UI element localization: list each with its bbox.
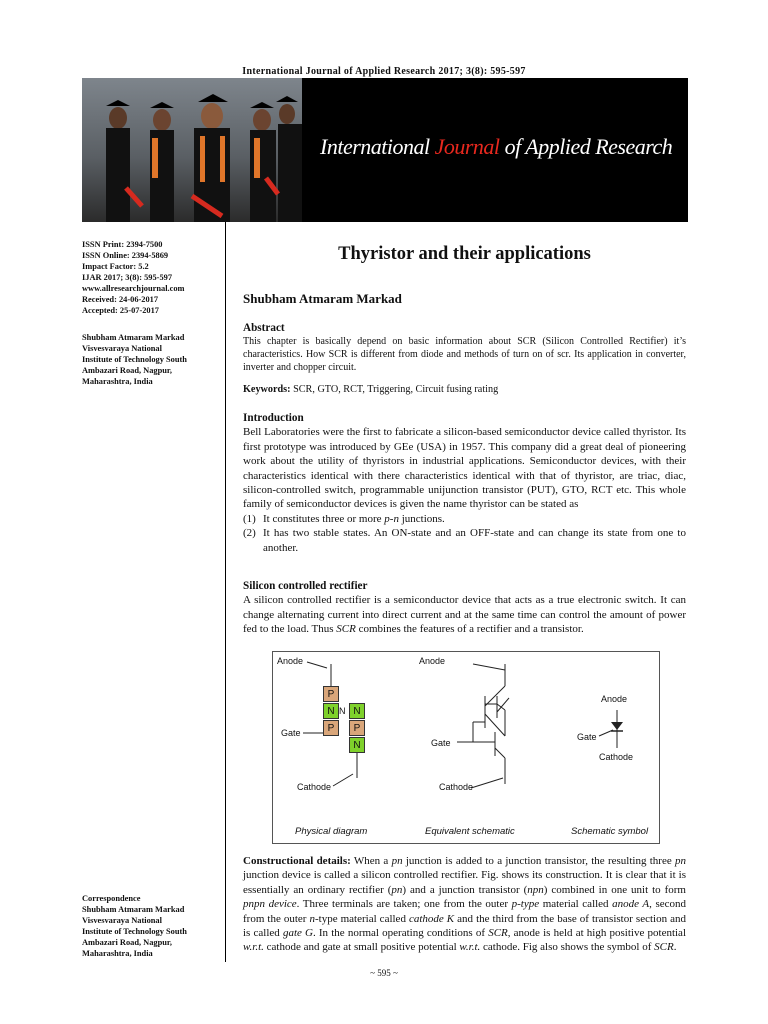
publication-meta xyxy=(82,239,222,316)
impact-factor: Impact Factor: 5.2 xyxy=(82,262,149,271)
author-affiliation: Shubham Atmaram Markad Visvesvaraya National Institute of Technology South Ambazari Road, Nagpur, Maharashtra, India xyxy=(82,333,187,386)
symbol-gate-label: Gate xyxy=(577,732,597,742)
column-divider xyxy=(225,222,226,962)
article-title: Thyristor and their applications xyxy=(338,244,591,264)
abstract-heading: Abstract xyxy=(243,322,285,334)
correspondence-block: Correspondence Shubham Atmaram Markad Visvesvaraya National Institute of Technology South Ambazari Road, Nagpur, Maharashtra, India xyxy=(82,894,187,958)
scr-text: A silicon controlled rectifier is a semiconductor device that acts as a true electronic switch. It can change alternating current into direct current and at the same time can control the amount of power fed to the load. Thus SCR combines the features of a rectifier and a transistor. xyxy=(243,594,686,636)
introduction-section xyxy=(243,411,686,555)
equivalent-caption: Equivalent schematic xyxy=(425,826,515,837)
abstract-text: This chapter is basically depend on basic information about SCR (Silicon Controlled Rectifier) it’s characteristics. How SCR is different from diode and methods of turn on of scr. Its application in converter, inverter and chopper circuit. xyxy=(243,336,686,374)
received-date: Received: 24-06-2017 xyxy=(82,295,159,304)
symbol-anode-label: Anode xyxy=(601,694,628,704)
equiv-cathode-label: Cathode xyxy=(439,782,474,792)
equiv-gate-label: Gate xyxy=(431,738,451,748)
n-layer: N xyxy=(323,703,339,719)
n-layer: N xyxy=(349,737,365,753)
keywords: Keywords: SCR, GTO, RCT, Triggering, Circuit fusing rating xyxy=(243,384,499,395)
list-item: (1) It constitutes three or more p-n junctions. xyxy=(243,512,445,525)
physical-gate-label: Gate xyxy=(281,728,301,738)
scr-section xyxy=(243,579,686,637)
equiv-anode-label: Anode xyxy=(419,656,446,666)
journal-banner xyxy=(82,78,688,222)
physical-caption: Physical diagram xyxy=(295,826,368,837)
introduction-text: Bell Laboratories were the first to fabricate a silicon-based semiconductor device called thyristor. Its first prototype was introduced by GEe (USA) in 1957. This company did a great deal of pioneering work about the utility of thyristors in industrial applications. Semiconductor devices, with their characteristics identical with there characteristics identical with that of thyristor, are triac, diac, silicon-controlled switch, programmable unijunction transistor (PUT), GTO, RCT etc. This whole family of semiconductor devices is given the name thyristor can be stated as xyxy=(243,426,686,511)
p-layer: P xyxy=(323,686,339,702)
running-header: International Journal of Applied Research 2017; 3(8): 595-597 xyxy=(242,66,526,77)
p-layer: P xyxy=(323,720,339,736)
physical-anode-label: Anode xyxy=(277,656,304,666)
property-list xyxy=(243,512,686,555)
p-layer: P xyxy=(349,720,365,736)
scr-figure: Anode Gate Cathode P N P N P N N Anode Gate Cathode Anode Gate Cathode Physical diagram Equivalent schematic Schematic symbol xyxy=(272,651,660,844)
page-number: ~ 595 ~ xyxy=(370,968,398,978)
figure-wires xyxy=(273,652,659,843)
introduction-heading: Introduction xyxy=(243,412,304,424)
physical-cathode-label: Cathode xyxy=(297,782,332,792)
issn-print: ISSN Print: 2394-7500 xyxy=(82,240,163,249)
journal-url: www.allresearchjournal.com xyxy=(82,284,185,293)
article-author: Shubham Atmaram Markad xyxy=(243,291,402,306)
issn-online: ISSN Online: 2394-5869 xyxy=(82,251,169,260)
symbol-cathode-label: Cathode xyxy=(599,752,634,762)
graduates-photo xyxy=(82,78,302,222)
scr-heading: Silicon controlled rectifier xyxy=(243,580,368,592)
construction-section xyxy=(243,854,686,955)
symbol-caption: Schematic symbol xyxy=(571,826,649,837)
accepted-date: Accepted: 25-07-2017 xyxy=(82,306,159,315)
journal-title: International Journal of Applied Research xyxy=(320,134,673,159)
citation: IJAR 2017; 3(8): 595-597 xyxy=(82,273,173,282)
list-item: (2) It has two stable states. An ON-state and an OFF-state and can change its state from one to another. xyxy=(243,527,686,554)
construction-text: Constructional details: When a pn junction is added to a junction transistor, the resulting three pn junction device is called a silicon controlled rectifier. Fig. shows its construction. It is clear that it is essentially an ordinary rectifier (pn) and a junction transistor (npn) combined in one unit to form pnpn device. Three terminals are taken; one from the outer p-type material called anode A, second from the outer n-type material called cathode K and the third from the base of transistor section and is called gate G. In the normal operating conditions of SCR, anode is held at high positive potential w.r.t. cathode and gate at small positive potential w.r.t. cathode. Fig also shows the symbol of SCR. xyxy=(243,855,687,954)
n-layer: N xyxy=(349,703,365,719)
abstract-section xyxy=(243,321,686,374)
